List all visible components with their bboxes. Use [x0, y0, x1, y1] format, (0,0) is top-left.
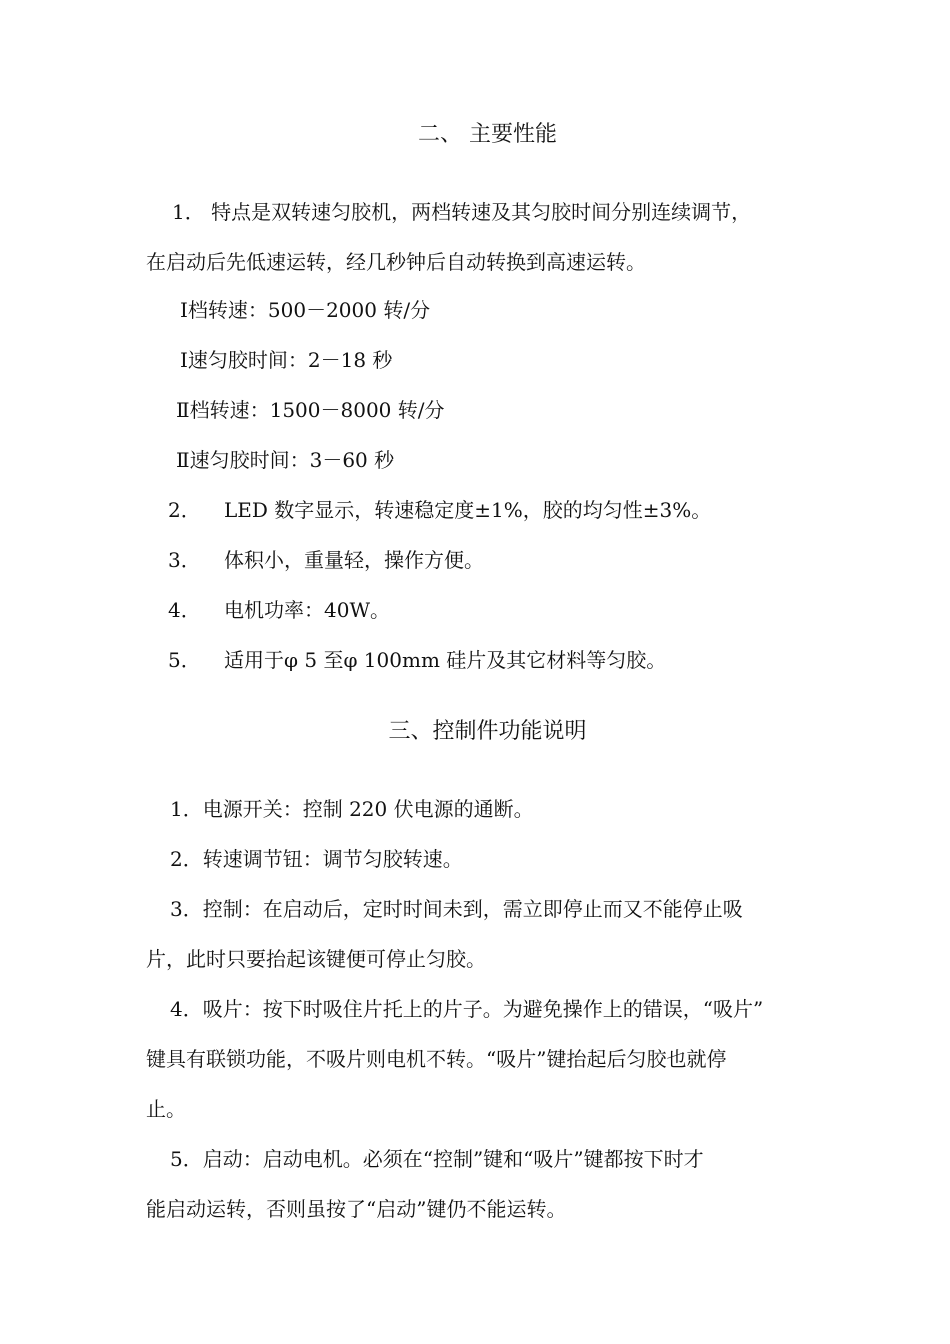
- control-3-line-2: 片，此时只要抬起该键便可停止匀胶。: [146, 947, 486, 971]
- control-1-text: 1．电源开关：控制 220 伏电源的通断。: [170, 797, 534, 821]
- section-2-heading: 二、 主要性能: [418, 122, 557, 147]
- list-item-number: 5．: [168, 648, 201, 672]
- spec-gear1-time: Ⅰ速匀胶时间：2－18 秒: [180, 348, 393, 372]
- control-5-line-2: 能启动运转，否则虽按了“启动”键仍不能运转。: [146, 1197, 567, 1221]
- control-3-line-1: 3．控制：在启动后，定时时间未到，需立即停止而又不能停止吸: [170, 897, 743, 921]
- control-4-line-1: 4．吸片：按下时吸住片托上的片子。为避免操作上的错误，“吸片”: [170, 997, 764, 1021]
- feature-1-line-1: 1． 特点是双转速匀胶机，两档转速及其匀胶时间分别连续调节，: [172, 200, 752, 224]
- list-item-text: 体积小，重量轻，操作方便。: [224, 548, 484, 572]
- feature-1-line-2: 在启动后先低速运转，经几秒钟后自动转换到高速运转。: [146, 250, 646, 274]
- list-item-number: 2．: [168, 498, 201, 522]
- spec-gear2-speed: Ⅱ档转速：1500－8000 转/分: [176, 398, 445, 422]
- list-item-number: 4．: [168, 598, 201, 622]
- control-4-line-2: 键具有联锁功能，不吸片则电机不转。“吸片”键抬起后匀胶也就停: [146, 1047, 727, 1071]
- spec-gear2-time: Ⅱ速匀胶时间：3－60 秒: [176, 448, 395, 472]
- control-4-line-3: 止。: [146, 1097, 186, 1121]
- list-item-number: 3．: [168, 548, 201, 572]
- spec-gear1-speed: Ⅰ档转速：500－2000 转/分: [180, 298, 431, 322]
- list-item-text: 电机功率：40W。: [224, 598, 391, 622]
- control-2-text: 2．转速调节钮：调节匀胶转速。: [170, 847, 463, 871]
- section-3-heading: 三、控制件功能说明: [388, 719, 587, 744]
- list-item-text: LED 数字显示，转速稳定度±1%，胶的均匀性±3%。: [224, 498, 712, 522]
- list-item-text: 适用于φ 5 至φ 100mm 硅片及其它材料等匀胶。: [224, 648, 667, 672]
- control-5-line-1: 5．启动：启动电机。必须在“控制”键和“吸片”键都按下时才: [170, 1147, 704, 1171]
